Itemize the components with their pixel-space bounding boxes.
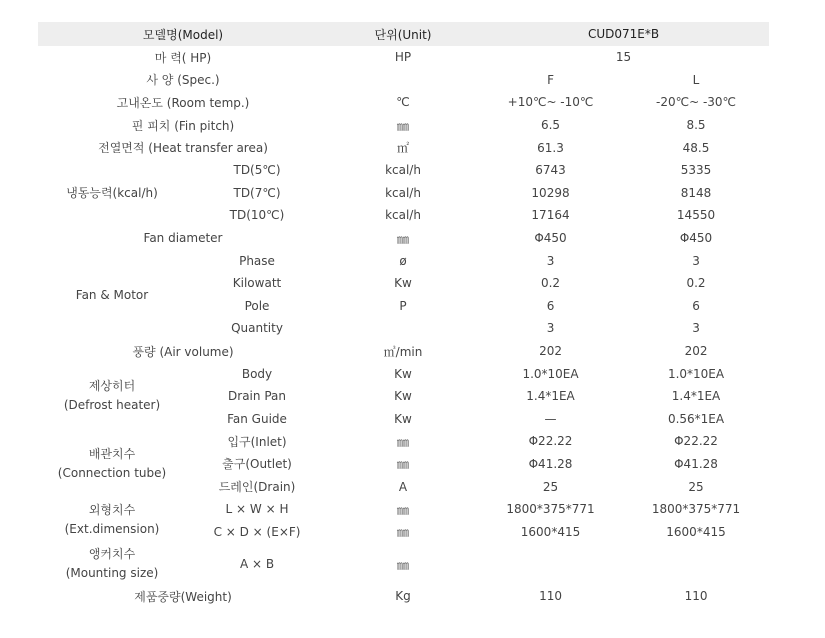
- fan-motor-l: 0.2: [686, 276, 706, 291]
- fan-motor-f: 0.2: [540, 276, 561, 291]
- connection-sub-label: 출구(Outlet): [222, 457, 292, 472]
- room-temp-label: 고내온도 (Room temp.): [116, 95, 250, 110]
- capacity-group-label: 냉동능력(kcal/h): [66, 186, 158, 201]
- defrost-l: 1.0*10EA: [667, 366, 725, 381]
- weight-unit: Kg: [395, 589, 411, 604]
- air-volume-f: 202: [539, 344, 562, 359]
- ext-dimension-unit: ㎜: [397, 502, 410, 517]
- hp-value: 15: [615, 50, 632, 65]
- ext-dimension-unit: ㎜: [397, 525, 410, 540]
- connection-f: Φ41.28: [528, 456, 573, 471]
- fan-motor-l: 3: [692, 321, 700, 336]
- capacity-unit: kcal/h: [385, 208, 421, 223]
- fin-pitch-unit: ㎜: [397, 118, 410, 133]
- fan-motor-f: 6: [546, 298, 555, 313]
- table-row: [38, 340, 769, 363]
- fan-diameter-f: Φ450: [534, 231, 567, 246]
- air-volume-label: 풍량 (Air volume): [132, 344, 234, 359]
- room-temp-f: +10℃~ -10℃: [507, 95, 594, 110]
- capacity-unit: kcal/h: [385, 163, 421, 178]
- table-row: [38, 585, 769, 608]
- table-row: [38, 543, 769, 585]
- capacity-f: 10298: [531, 185, 570, 200]
- ext-dimension-group-line1: 외형치수: [88, 503, 136, 518]
- mounting-f: [478, 543, 623, 585]
- table-row: [38, 249, 769, 272]
- table-header: [38, 22, 769, 46]
- air-volume-unit: ㎥/min: [383, 344, 423, 359]
- mounting-l: [623, 543, 769, 585]
- defrost-group-label: [38, 362, 186, 430]
- table-row: [38, 159, 769, 182]
- ext-dimension-f: 1800*375*771: [506, 502, 595, 517]
- defrost-l: 0.56*1EA: [667, 411, 725, 426]
- fan-motor-f: 3: [546, 321, 555, 336]
- defrost-unit: Kw: [394, 411, 412, 426]
- unit-header: 단위(Unit): [328, 22, 478, 46]
- model-name-header: CUD071E*B: [478, 22, 769, 46]
- table-row: [38, 362, 769, 385]
- capacity-l: 5335: [680, 163, 712, 178]
- fan-motor-sub-label: Pole: [244, 298, 270, 313]
- connection-sub-label: 입구(Inlet): [227, 434, 287, 449]
- ext-dimension-group-label: [38, 498, 186, 543]
- connection-sub-label: 드레인(Drain): [218, 480, 296, 495]
- connection-l: Φ22.22: [674, 434, 718, 449]
- table-row: [38, 46, 769, 69]
- capacity-sub-label: TD(7℃): [233, 185, 281, 200]
- capacity-unit: kcal/h: [385, 185, 421, 200]
- fan-motor-l: 3: [692, 253, 700, 268]
- capacity-l: 8148: [680, 185, 712, 200]
- model-header: 모델명(Model): [38, 22, 328, 46]
- defrost-unit: Kw: [394, 389, 412, 404]
- room-temp-l: -20℃~ -30℃: [656, 95, 737, 110]
- heat-area-l: 48.5: [682, 140, 710, 155]
- connection-group-line1: 배관치수: [88, 446, 136, 461]
- ext-dimension-l: 1800*375*771: [651, 502, 741, 517]
- defrost-f: —: [544, 411, 557, 426]
- connection-f: Φ22.22: [528, 434, 573, 449]
- fan-motor-unit: Kw: [394, 276, 412, 291]
- weight-label: 제품중량(Weight): [134, 589, 232, 604]
- defrost-sub-label: Fan Guide: [227, 411, 287, 426]
- table-row: [38, 430, 769, 453]
- spec-unit: [328, 69, 478, 92]
- fan-motor-unit: ø: [399, 253, 407, 268]
- weight-f: 110: [539, 589, 562, 604]
- fan-motor-sub-label: Quantity: [231, 321, 283, 336]
- fan-diameter-label: Fan diameter: [143, 231, 223, 246]
- room-temp-unit: ℃: [396, 95, 410, 110]
- heat-area-f: 61.3: [537, 140, 564, 155]
- capacity-f: 17164: [531, 208, 570, 223]
- ext-dimension-sub-label: C × D × (E×F): [213, 524, 301, 539]
- heat-area-label: 전열면적 (Heat transfer area): [98, 141, 268, 156]
- fan-motor-f: 3: [546, 253, 555, 268]
- fin-pitch-l: 8.5: [686, 118, 706, 133]
- air-volume-l: 202: [684, 344, 708, 359]
- fan-diameter-unit: ㎜: [397, 231, 410, 246]
- defrost-group-line1: 제상히터: [88, 379, 136, 394]
- connection-unit: ㎜: [397, 457, 410, 472]
- fan-motor-sub-label: Phase: [239, 253, 275, 268]
- ext-dimension-group-line2: (Ext.dimension): [64, 522, 160, 537]
- ext-dimension-l: 1600*415: [666, 524, 726, 539]
- defrost-l: 1.4*1EA: [671, 389, 721, 404]
- defrost-sub-label: Drain Pan: [228, 389, 286, 404]
- defrost-f: 1.4*1EA: [526, 389, 575, 404]
- defrost-group-line2: (Defrost heater): [63, 398, 161, 413]
- weight-l: 110: [684, 589, 708, 604]
- table-row: [38, 498, 769, 521]
- ext-dimension-f: 1600*415: [520, 524, 581, 539]
- mounting-group-line2: (Mounting size): [65, 566, 159, 581]
- fan-motor-l: 6: [692, 298, 700, 313]
- table-body: [38, 46, 769, 608]
- capacity-sub-label: TD(10℃): [229, 208, 285, 223]
- fan-motor-group-label: Fan & Motor: [75, 287, 149, 302]
- hp-label: 마 력( HP): [154, 50, 212, 65]
- table-row: [38, 136, 769, 159]
- table-row: [38, 227, 769, 250]
- capacity-sub-label: TD(5℃): [233, 163, 281, 178]
- connection-unit: A: [398, 479, 408, 494]
- connection-unit: ㎜: [397, 434, 410, 449]
- header-row: [38, 22, 769, 46]
- defrost-f: 1.0*10EA: [522, 366, 579, 381]
- connection-group-line2: (Connection tube): [57, 465, 167, 480]
- mounting-sub-label: A × B: [239, 557, 275, 572]
- table-row: [38, 114, 769, 137]
- mounting-group-label: [38, 543, 186, 585]
- heat-area-unit: ㎡: [397, 141, 410, 156]
- connection-f: 25: [542, 479, 559, 494]
- fin-pitch-f: 6.5: [540, 118, 561, 133]
- fan-diameter-l: Φ450: [679, 231, 713, 246]
- spec-table: [38, 22, 769, 608]
- ext-dimension-sub-label: L × W × H: [225, 502, 289, 517]
- spec-l: L: [692, 72, 700, 87]
- fan-motor-unit: P: [399, 298, 407, 313]
- fin-pitch-label: 핀 피치 (Fin pitch): [131, 118, 235, 133]
- defrost-sub-label: Body: [241, 366, 273, 381]
- table-row: [38, 91, 769, 114]
- table-row: [38, 69, 769, 92]
- capacity-f: 6743: [535, 163, 566, 178]
- spec-f: F: [547, 72, 554, 87]
- capacity-l: 14550: [676, 208, 716, 223]
- spec-label: 사 양 (Spec.): [146, 73, 220, 88]
- fan-motor-sub-label: Kilowatt: [232, 276, 282, 291]
- fan-motor-unit: [328, 317, 478, 340]
- connection-group-label: [38, 430, 186, 498]
- mounting-group-line1: 앵커치수: [88, 547, 136, 562]
- defrost-unit: Kw: [394, 366, 412, 381]
- connection-l: Φ41.28: [674, 456, 718, 471]
- mounting-unit: ㎜: [397, 557, 410, 572]
- hp-unit: HP: [394, 50, 412, 65]
- connection-l: 25: [688, 479, 704, 494]
